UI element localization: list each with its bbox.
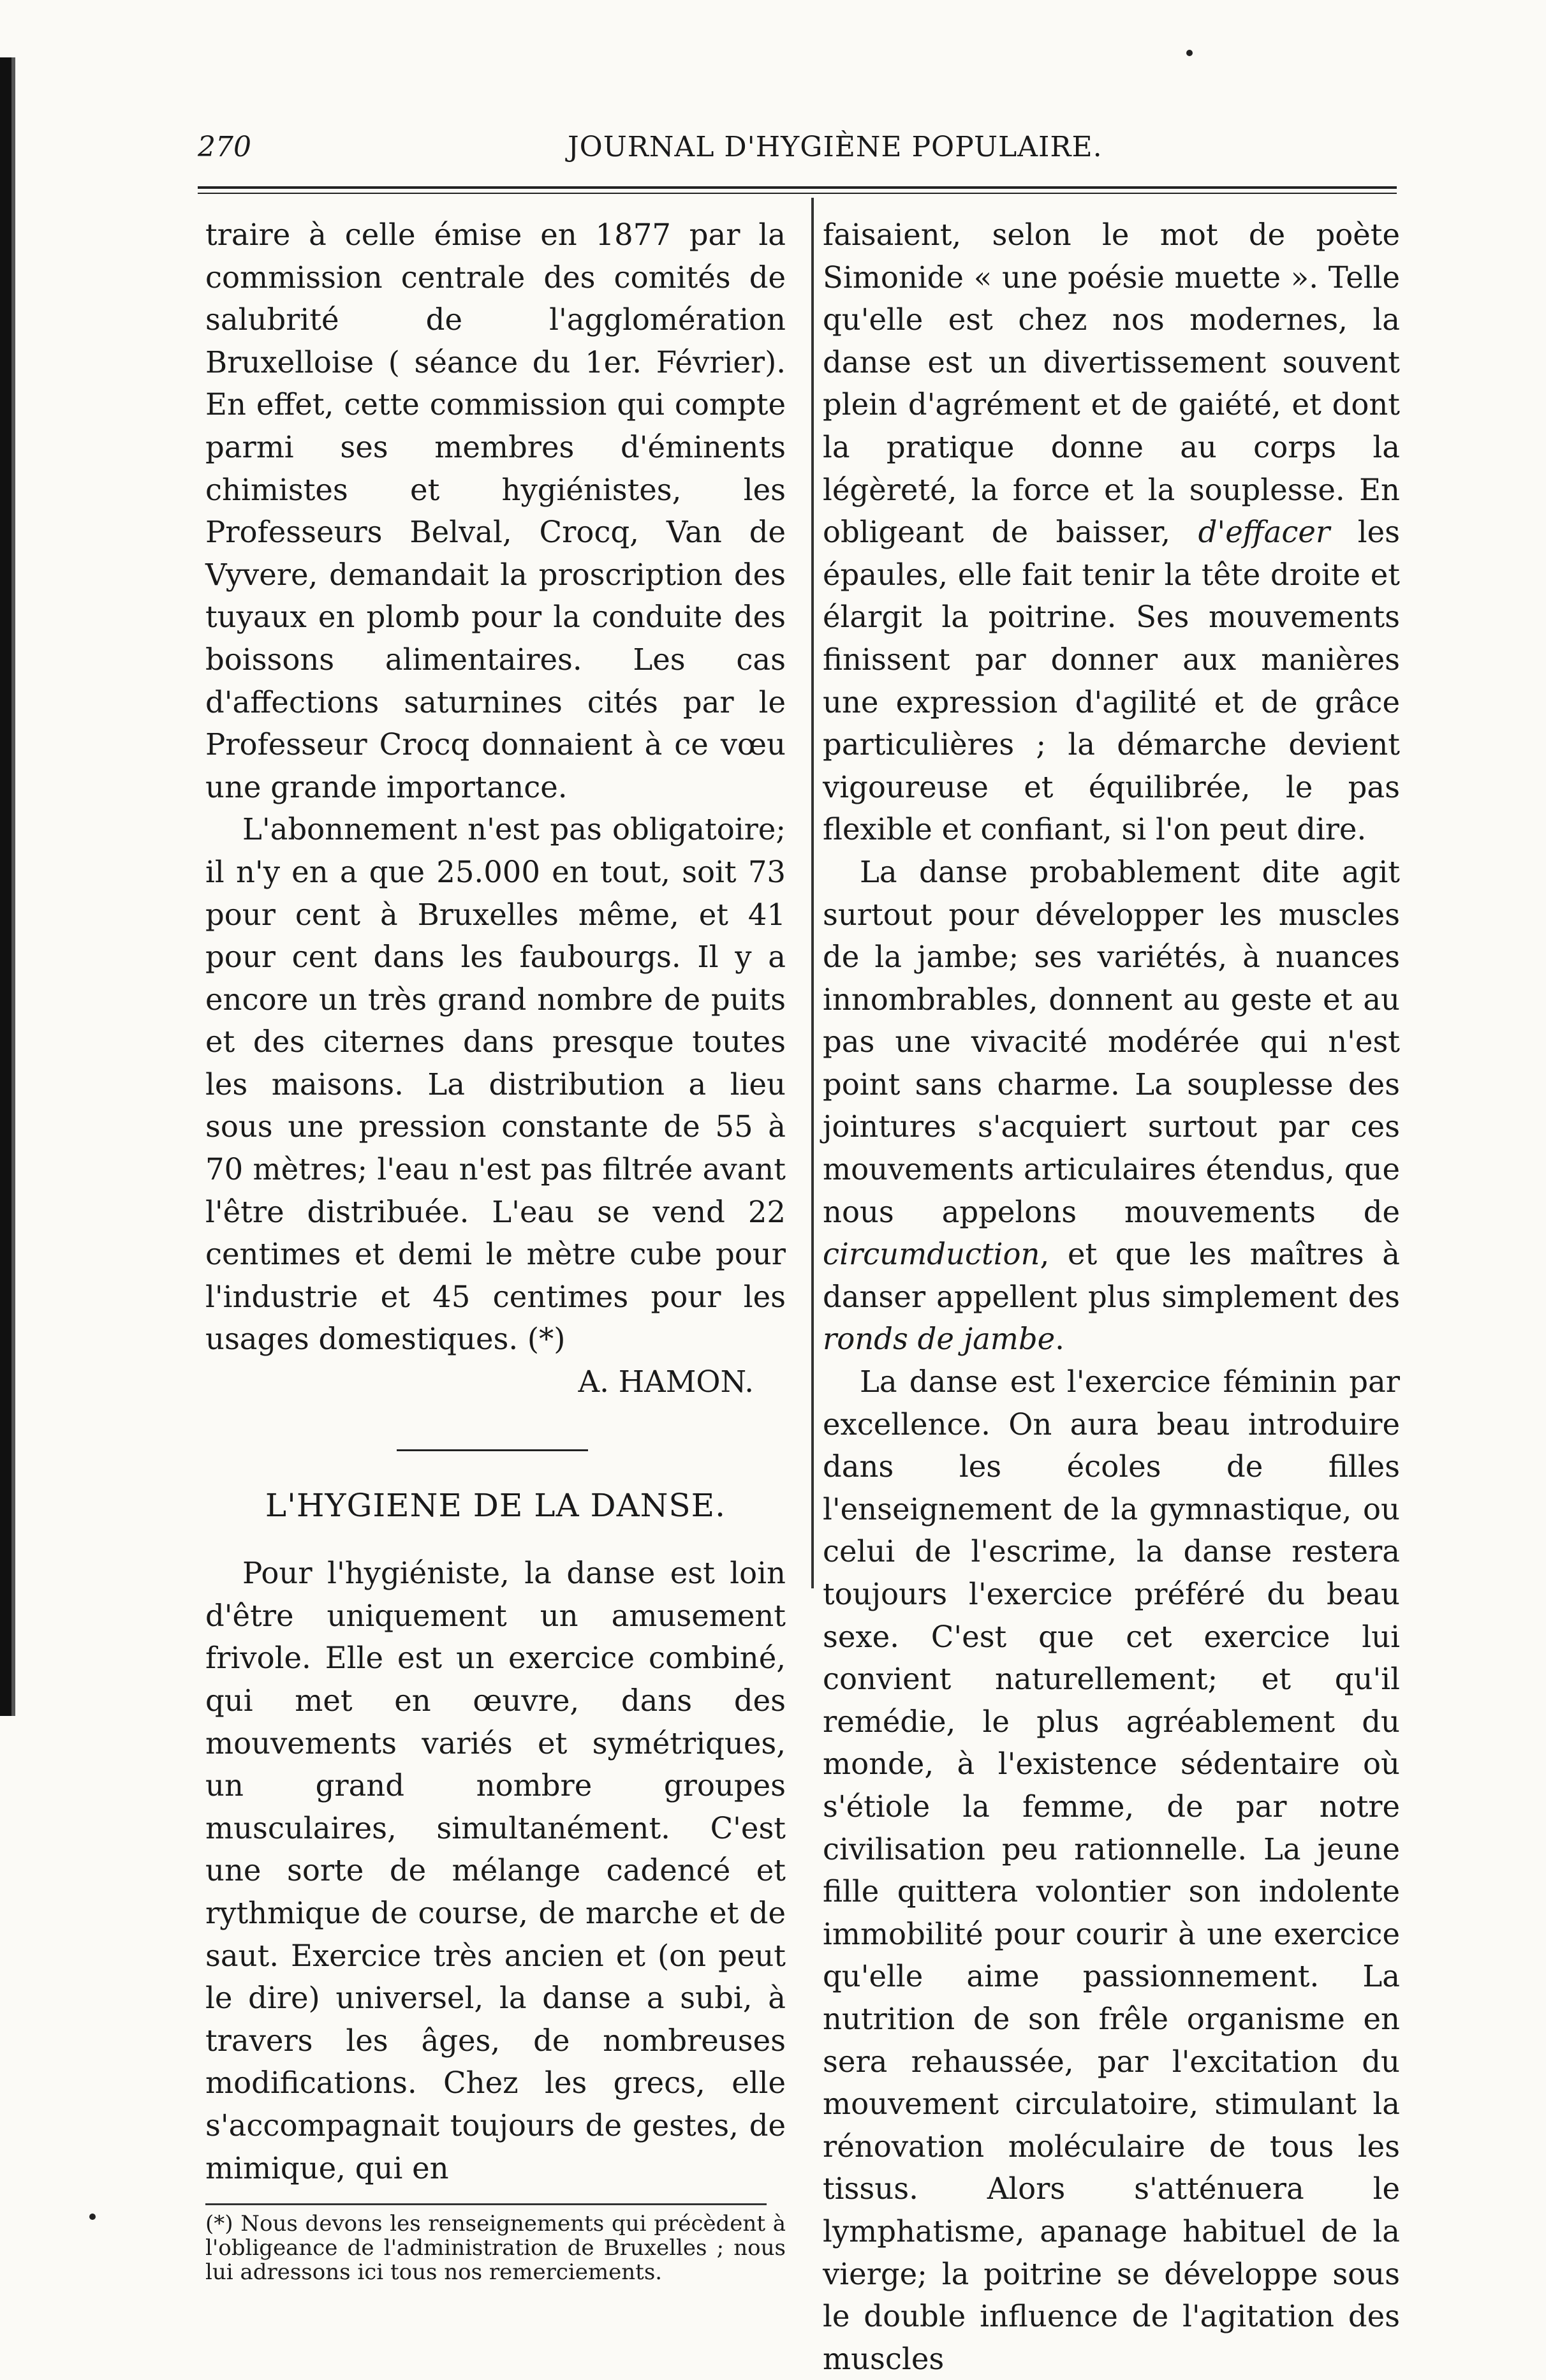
text-run: faisaient, selon le mot de poète Simonide « une poésie muette ». Telle qu'elle est chez nos modernes, la danse est un divertissement souvent plein d'agrément et de gaiété, et dont la pratique donne au corps la légèreté, la force et la souplesse. En obligeant de baisser, xyxy=(823,218,1400,550)
header-rule-bottom xyxy=(198,193,1397,194)
text-run: , et que les maîtres à danser appellent plus simplement des xyxy=(823,1237,1400,1314)
header-rule-top xyxy=(198,186,1397,189)
italic-term: d'effacer xyxy=(1198,515,1330,550)
footnote-rule xyxy=(205,2203,767,2205)
right-column xyxy=(823,214,1400,2380)
text-run: La danse probablement dite agit surtout pour développer les muscles de la jambe; ses variétés, à nuances innombrables, donnent au geste et au pas une vivacité modérée qui n'est point sans charme. La souplesse des jointures s'acquiert surtout par ces mouvements articulaires étendus, que nous appelons mouvements de xyxy=(823,854,1400,1229)
italic-term: circumduction xyxy=(823,1237,1040,1272)
paragraph-dance-intro: Pour l'hygiéniste, la danse est loin d'être uniquement un amusement frivole. Elle est un exercice combiné, qui met en œuvre, dans des mouvements variés et symétriques, un grand nombre groupes musculaires, simultanément. C'est une sorte de mélange cadencé et rythmique de course, de marche et de saut. Exercice très ancien et (on peut le dire) universel, la danse a subi, à travers les âges, de nombreuses modifications. Chez les grecs, elle s'accompagnait toujours de gestes, de mimique, qui en xyxy=(205,1556,786,2185)
column-divider xyxy=(811,198,814,1588)
scan-speck xyxy=(1186,50,1193,56)
section-title: L'HYGIENE DE LA DANSE. xyxy=(265,1486,726,1524)
scan-binding-shadow xyxy=(11,57,15,1716)
running-title: JOURNAL D'HYGIÈNE POPULAIRE. xyxy=(568,131,1103,163)
paragraph-dance-muscles xyxy=(823,851,1400,1361)
scan-speck xyxy=(89,2214,96,2220)
italic-term: ronds de jambe xyxy=(823,1322,1056,1357)
footnote: (*) Nous devons les renseignements qui précèdent à l'obligeance de l'administration de Bruxelles ; nous lui adressons ici tous nos remerciements. xyxy=(205,2211,786,2286)
paragraph-dance-poetry xyxy=(823,214,1400,851)
text-run: les épaules, elle fait tenir la tête droite et élargit la poitrine. Ses mouvements finissent par donner aux manières une expression d'agilité et de grâce particulières ; la démarche devient vigoureuse et équilibrée, le pas flexible et confiant, si l'on peut dire. xyxy=(823,515,1400,847)
page-number: 270 xyxy=(198,131,251,163)
section-separator xyxy=(397,1449,588,1451)
paragraph-water-subscription: L'abonnement n'est pas obligatoire; il n'y en a que 25.000 en tout, soit 73 pour cent à Bruxelles même, et 41 pour cent dans les faubourgs. Il y a encore un très grand nombre de puits et des citernes dans presque toutes les maisons. La distribution a lieu sous une pression constante de 55 à 70 mètres; l'eau n'est pas filtrée avant l'être distribuée. L'eau se vend 22 centimes et demi le mètre cube pour l'industrie et 45 centimes pour les usages domestiques. (*) xyxy=(205,812,786,1357)
page-header xyxy=(198,131,1397,175)
paragraph-water-commission: traire à celle émise en 1877 par la commission centrale des comités de salubrité de l'agglomération Bruxelloise ( séance du 1er. Février). En effet, cette commission qui compte parmi ses membres d'éminents chimistes et hygiénistes, les Professeurs Belval, Crocq, Van de Vyvere, demandait la proscription des tuyaux en plomb pour la conduite des boissons alimentaires. Les cas d'affections saturnines cités par le Professeur Crocq donnaient à ce vœu une grande importance. xyxy=(205,218,786,804)
author-signature: A. HAMON. xyxy=(578,1364,754,1400)
paragraph-dance-feminine: La danse est l'exercice féminin par excellence. On aura beau introduire dans les écoles de filles l'enseignement de la gymnastique, ou celui de l'escrime, la danse restera toujours l'exercice préféré du beau sexe. C'est que cet exercice lui convient naturellement; et qu'il remédie, le plus agréablement du monde, à l'existence sédentaire où s'étiole la femme, de par notre civilisation peu rationnelle. La jeune fille quittera volontier son indolente immobilité pour courir à une exercice qu'elle aime passionnement. La nutrition de son frêle organisme en sera rehaussée, par l'excitation du mouvement circulatoire, stimulant la rénovation moléculaire de tous les tissus. Alors s'atténuera le lymphatisme, apanage habituel de la vierge; la poitrine se développe sous le double influence de l'agitation des muscles xyxy=(823,1364,1400,2376)
scan-binding-edge xyxy=(0,57,11,1716)
left-column xyxy=(205,214,786,2284)
text-run: . xyxy=(1055,1322,1064,1357)
